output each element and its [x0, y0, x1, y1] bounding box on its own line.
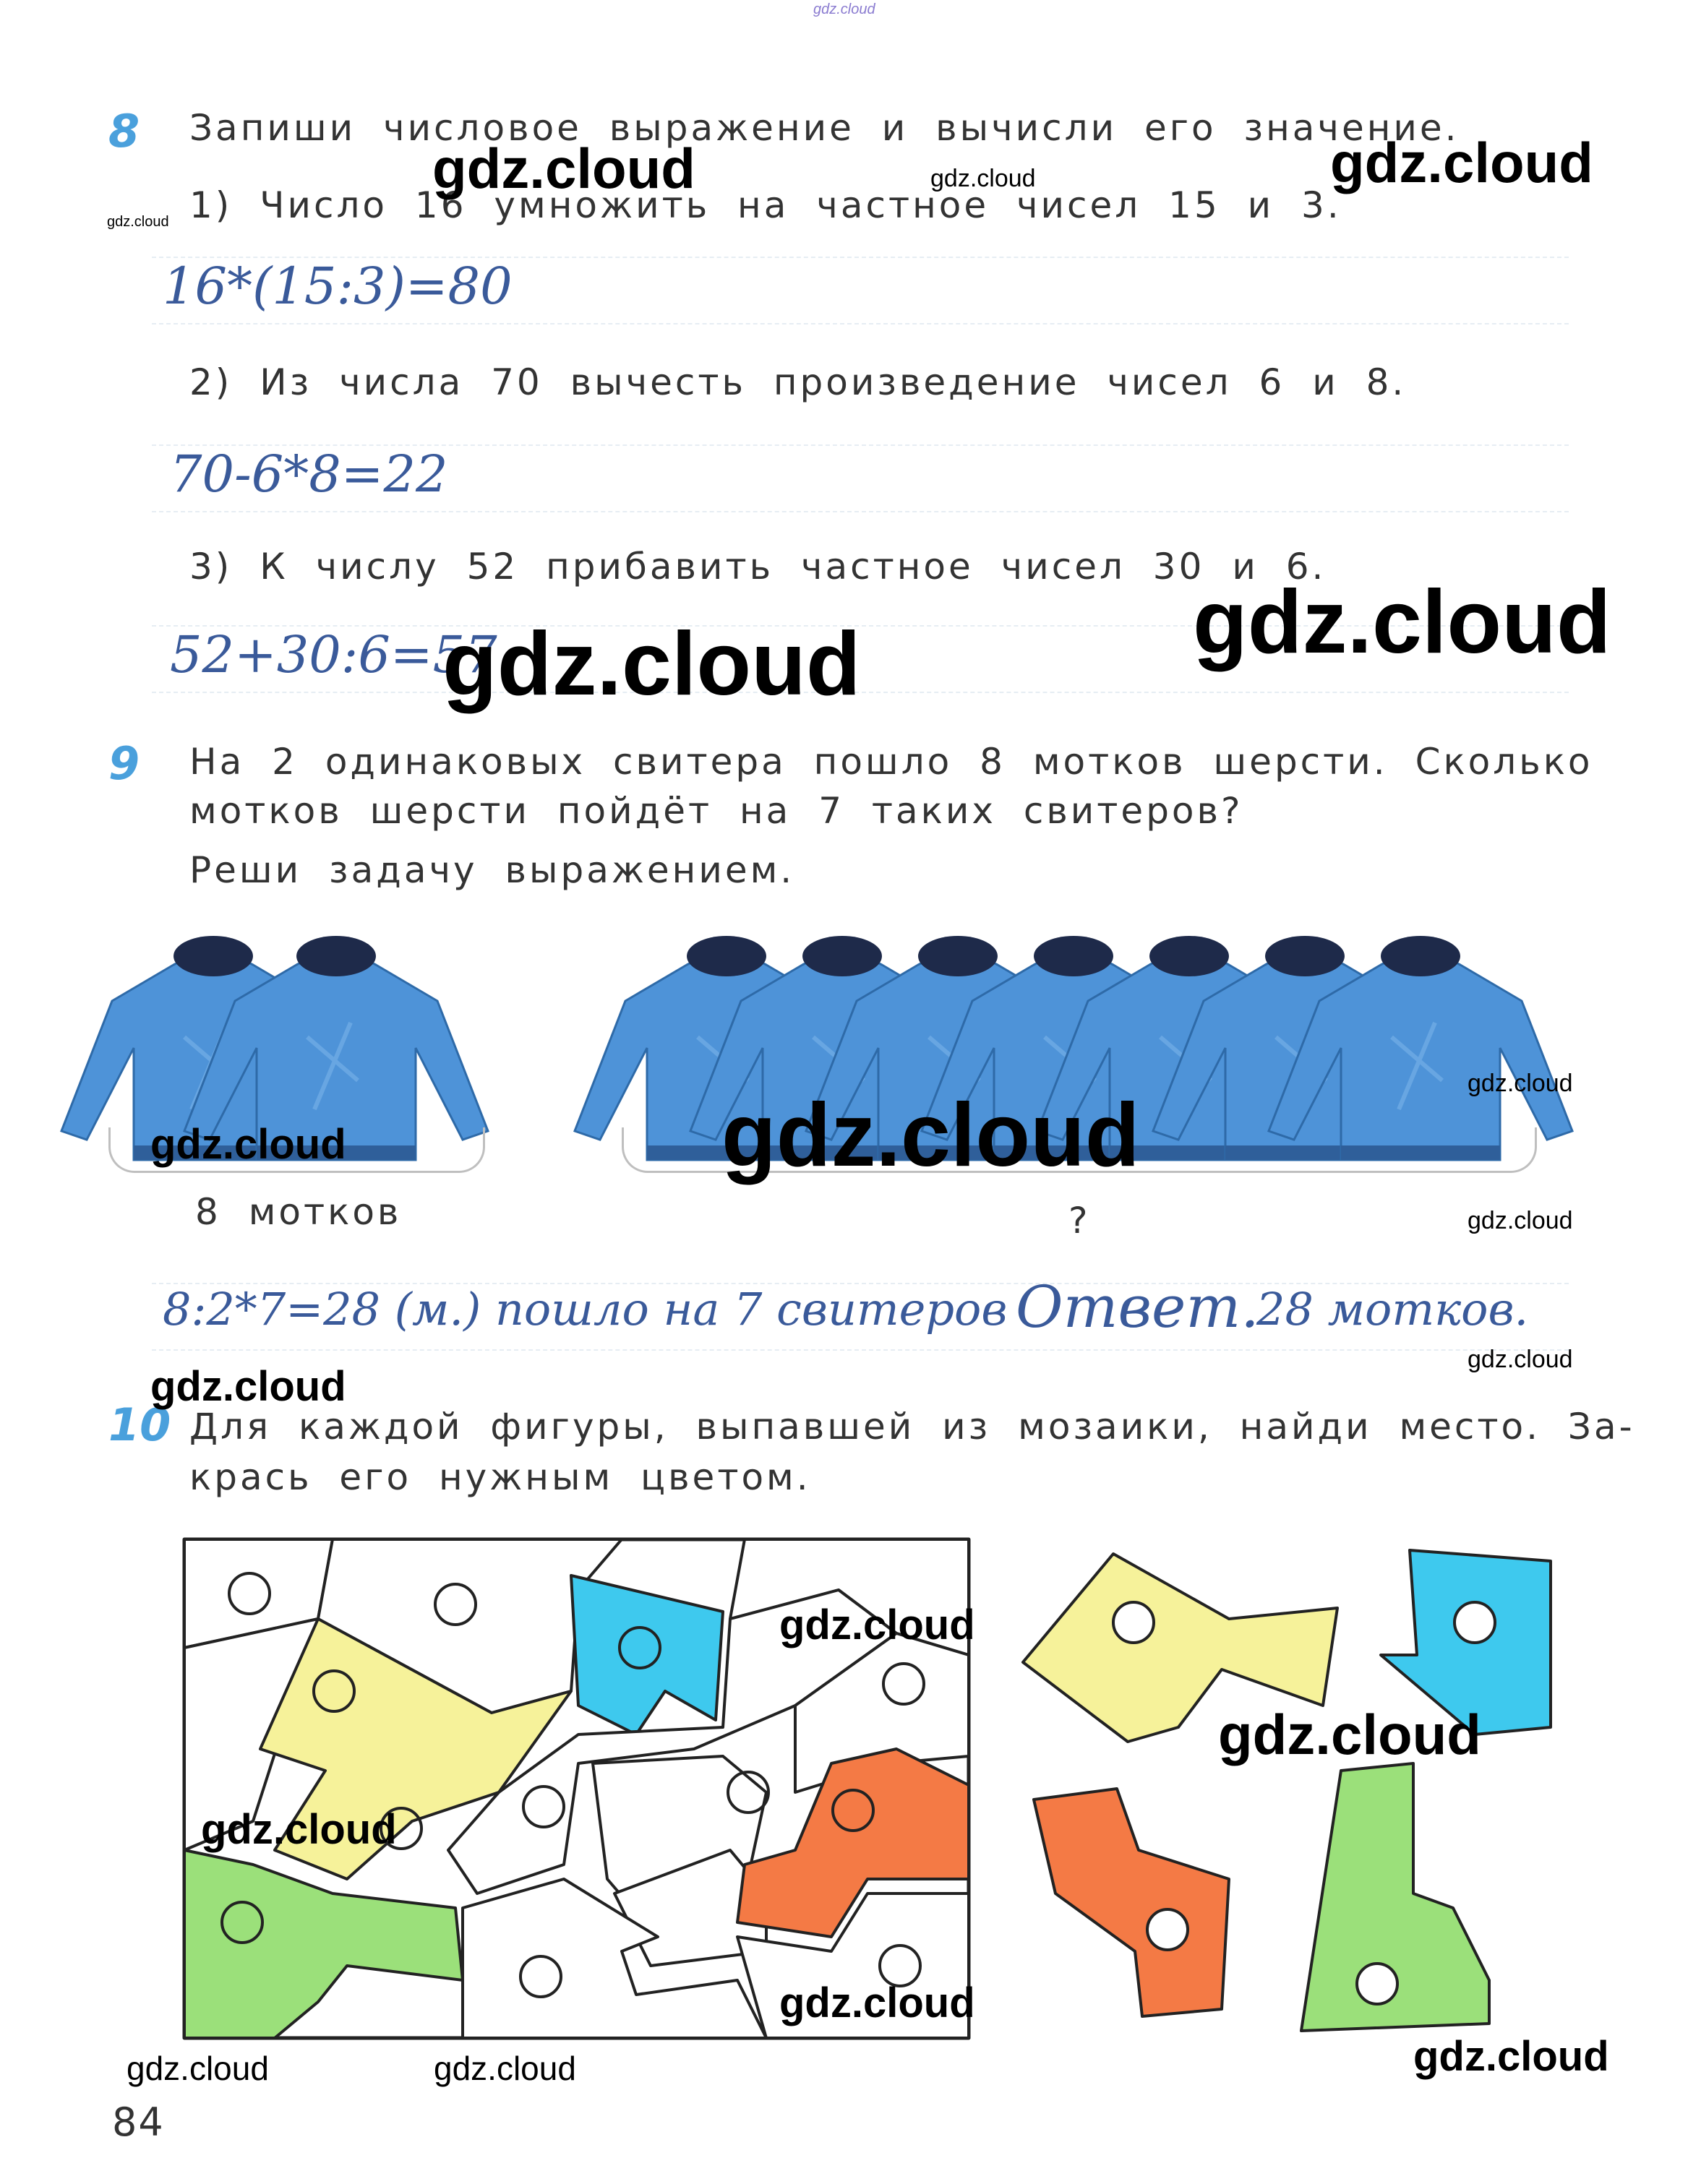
task-9-answer-value: 28 мотков. [1256, 1283, 1529, 1336]
watermark: gdz.cloud [107, 214, 169, 230]
watermark: gdz.cloud [150, 1363, 346, 1410]
watermark: gdz.cloud [779, 1979, 975, 2026]
page-number: 84 [112, 2099, 165, 2145]
watermark: gdz.cloud [201, 1806, 397, 1853]
watermark: gdz.cloud [1218, 1703, 1481, 1766]
watermark: gdz.cloud [1468, 1070, 1573, 1097]
watermark: gdz.cloud [1193, 572, 1611, 672]
watermark: gdz.cloud [1413, 2033, 1609, 2080]
watermark: gdz.cloud [127, 2050, 269, 2087]
header-mark: gdz.cloud [813, 1, 875, 17]
task-8-answer-2: 70-6*8=22 [170, 444, 448, 504]
watermark: gdz.cloud [432, 137, 695, 200]
task-10-number: 10 [108, 1398, 171, 1451]
task-9-solution: 8:2*7=28 (м.) пошло на 7 свитеров [163, 1283, 1008, 1336]
task-8-answer-3: 52+30:6=57 [170, 625, 497, 684]
task-9-prompt-line-2: мотков шерсти пойдёт на 7 таких свитеров? [189, 790, 1243, 832]
task-8-item-1: 1) Число 16 умножить на частное чисел 15 и 3. [189, 184, 1342, 226]
loose-orange-piece [1034, 1789, 1229, 2016]
watermark: gdz.cloud [442, 614, 861, 714]
label-8-skeins: 8 мотков [195, 1191, 402, 1233]
task-8-number: 8 [108, 105, 140, 158]
label-question: ? [1068, 1200, 1091, 1242]
task-8-item-3: 3) К числу 52 прибавить частное чисел 30 и 6. [189, 546, 1327, 588]
watermark: gdz.cloud [150, 1121, 346, 1168]
watermark: gdz.cloud [930, 165, 1036, 192]
watermark: gdz.cloud [434, 2050, 576, 2087]
watermark: gdz.cloud [779, 1602, 975, 1648]
task-9-prompt-line-1: На 2 одинаковых свитера пошло 8 мотков шерсти. Сколько [189, 741, 1593, 783]
watermark: gdz.cloud [721, 1085, 1140, 1185]
watermark: gdz.cloud [1468, 1346, 1573, 1373]
task-9-number: 9 [108, 737, 140, 790]
task-10-prompt-line-2: крась его нужным цветом. [189, 1456, 811, 1498]
watermark: gdz.cloud [1330, 131, 1593, 194]
task-9-answer-label: Ответ. [1016, 1273, 1259, 1341]
task-8-answer-1: 16*(15:3)=80 [163, 257, 513, 316]
task-10-prompt-line-1: Для каждой фигуры, выпавшей из мозаики, найди место. За- [189, 1406, 1635, 1448]
task-8-item-2: 2) Из числа 70 вычесть произведение чисел 6 и 8. [189, 361, 1407, 403]
task-9-prompt-line-3: Реши задачу выражением. [189, 849, 795, 891]
watermark: gdz.cloud [1468, 1207, 1573, 1234]
task-8-prompt: Запиши числовое выражение и вычисли его значение. [189, 107, 1460, 149]
